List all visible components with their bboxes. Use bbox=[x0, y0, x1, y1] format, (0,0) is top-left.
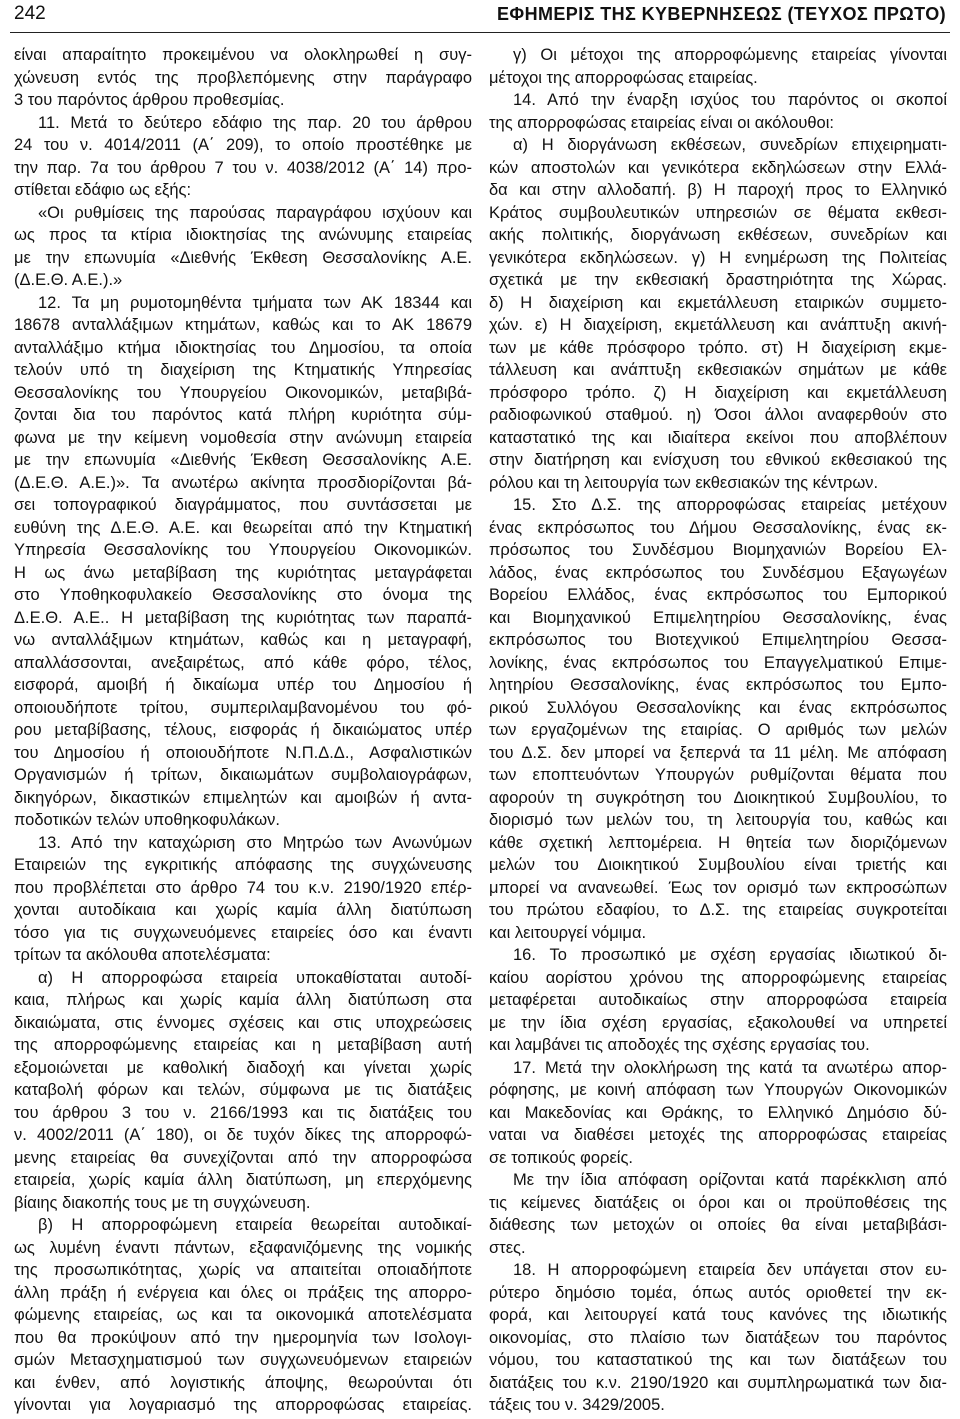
text-line: 15. Στο Δ.Σ. της απορροφώσας εταιρείας μετέχουν bbox=[513, 496, 947, 514]
text-line: δα και στην αλλοδαπή. β) Η παροχή προς το Ελληνικό bbox=[489, 181, 947, 199]
text-line: Θεσσαλονίκης του Υπουργείου Οικονομικών, μεταβιβά- bbox=[14, 383, 472, 402]
paragraph bbox=[489, 89, 947, 134]
paragraph bbox=[489, 944, 947, 1057]
text-line: με την επωνυμία «Διεθνής Έκθεση Θεσσαλονίκης Α.Ε. bbox=[14, 248, 472, 267]
text-line: φώμενης εταιρείας, ως και τα οικονομικά αποτελέσματα bbox=[14, 1306, 472, 1324]
text-line: εταιρεία, χωρίς καμία άλλη διατύπωση, μη επερχόμενης bbox=[14, 1171, 472, 1189]
text-line: απαλλάσσονται, ανεξαιρέτως, από κάθε φόρο, τέλος, bbox=[14, 653, 472, 672]
text-line: γ) Οι μέτοχοι της απορροφώμενης εταιρείας γίνονται bbox=[513, 46, 947, 64]
paragraph bbox=[14, 292, 472, 832]
text-line: κών αποστολών και γενικότερα εκδηλώσεων στην Ελλά- bbox=[489, 158, 947, 177]
text-line: Με την ίδια απόφαση ορίζονται κατά παρέκκλιση από bbox=[513, 1171, 947, 1189]
text-line: στο Υποθηκοφυλακείο Θεσσαλονίκης στο όνομα της bbox=[14, 586, 472, 604]
paragraph bbox=[14, 832, 472, 967]
text-line: και λαμβάνει τις αποδοχές της σχέσης εργασίας του. bbox=[489, 1036, 870, 1054]
text-line: χών. ε) Η διαχείριση, εκμετάλλευση και ανάπτυξη ακινή- bbox=[489, 316, 947, 334]
text-line: λάδος, ένας εκπρόσωπος του Συνδέσμου Εξαγωγέων bbox=[489, 563, 947, 582]
text-line: και Μακεδονίας και Θράκης, το Ελληνικό Δημόσιο δύ- bbox=[489, 1103, 947, 1122]
text-line: α) Η απορροφώσα εταιρεία υποκαθίσταται αυτοδί- bbox=[38, 968, 472, 987]
text-line: ρύτερο δημόσιο τομέα, όπως αυτός οριοθετεί την εκ- bbox=[489, 1283, 947, 1302]
text-line: τάλλευση και ανάπτυξη εκθεσιακών σημάτων με κάθε bbox=[489, 361, 947, 379]
text-line: φωνα με την κείμενη νομοθεσία στην ανώνυμη εταιρεία bbox=[14, 428, 472, 447]
text-line: την παρ. 7α του άρθρου 7 του ν. 4038/2012 (Α΄ 14) προ- bbox=[14, 158, 472, 177]
text-line: διάθεσης των μετοχών οι οποίες θα είναι μεταβιβάσι- bbox=[489, 1216, 947, 1234]
paragraph bbox=[489, 1169, 947, 1259]
text-line: λητηρίου Θεσσαλονίκης, ένας εκπρόσωπος του Εμπο- bbox=[489, 676, 947, 694]
text-line: νόμου, του καταστατικού της και των διατάξεων του bbox=[489, 1351, 947, 1369]
text-line: οικονομίας, στο πλαίσιο των διατάξεων του παρόντος bbox=[489, 1328, 947, 1347]
text-line: ρικού Συλλόγου Θεσσαλονίκης και ένας εκπρόσωπος bbox=[489, 698, 947, 717]
text-line: καταβολή φόρων και τελών, σύμφωνα με τις διατάξεις bbox=[14, 1081, 472, 1099]
text-line: του άρθρου 3 του ν. 2166/1993 και τις διατάξεις του bbox=[14, 1103, 472, 1122]
text-line: 16. Το προσωπικό με σχέση εργασίας ιδιωτικού δι- bbox=[513, 946, 947, 964]
text-line: στην διατήρηση και ενίσχυση του εθνικού εκθεσιακού της bbox=[489, 451, 947, 469]
text-line: νω ανταλλάξιμων κτημάτων, καθώς και η μεταγραφή, bbox=[14, 631, 472, 649]
text-line: Υπηρεσία Θεσσαλονίκης του Υπουργείου Οικονομικών. bbox=[14, 541, 472, 559]
text-line: 13. Από την καταχώριση στο Μητρώο των Ανωνύμων bbox=[38, 833, 472, 852]
text-line: σχετικά με την εκθεσιακή δραστηριότητα της Χώρας. bbox=[489, 271, 947, 289]
text-line: οποιουδήποτε τρίτου, συμπεριλαμβανομένου του φό- bbox=[14, 698, 472, 717]
text-line: της απορροφώσας εταιρείας είναι οι ακόλουθοι: bbox=[489, 113, 834, 132]
text-line: μπορεί να ανανεωθεί. Έως τον ορισμό των εκπροσώπων bbox=[489, 878, 947, 897]
right-column bbox=[489, 44, 947, 1417]
text-line: 12. Τα μη ρυμοτομηθέντα τμήματα των ΑΚ 18344 και bbox=[38, 293, 472, 312]
text-line: των εποπτευόντων Υπουργών ρυθμίζονται θέματα που bbox=[489, 766, 947, 784]
text-line: μελών του Διοικητικού Συμβουλίου είναι τριετής και bbox=[489, 856, 947, 874]
text-line: πρόσωπος του Συνδέσμου Βιομηχανιών Βορείου Ελ- bbox=[489, 541, 947, 559]
text-line: κάθε σχετική λεπτομέρεια. Η θητεία των διοριζόμενων bbox=[489, 833, 947, 852]
paragraph bbox=[14, 112, 472, 202]
text-line: (Δ.Ε.Θ. Α.Ε.)». Τα ανωτέρω ακίνητα προσδιορίζονται βά- bbox=[14, 473, 472, 492]
text-line: που προβλέπεται στο άρθρο 74 του κ.ν. 2190/1920 επέρ- bbox=[14, 878, 472, 897]
text-line: ρόφησης, με κοινή απόφαση των Υπουργών Οικονομικών bbox=[489, 1081, 947, 1099]
text-line: μεταφέρεται αυτοδικαίως στην απορροφώσα εταιρεία bbox=[489, 991, 947, 1009]
text-line: ως προς τα κτίρια ιδιοκτησίας της ανώνυμης εταιρείας bbox=[14, 226, 472, 244]
left-column bbox=[14, 44, 472, 1417]
text-line: και Βιομηχανικού Επιμελητηρίου Θεσσαλονίκης, ένας bbox=[489, 608, 947, 627]
text-line: και λειτουργεί νόμιμα. bbox=[489, 923, 647, 942]
text-line: ως λυμένη έναντι πάντων, εξαφανιζόμενης της νομικής bbox=[14, 1238, 472, 1257]
paragraph bbox=[489, 494, 947, 944]
text-line: 24 του ν. 4014/2011 (Α΄ 209), το οποίο προστέθηκε με bbox=[14, 136, 472, 154]
text-line: του Δ.Σ. δεν μπορεί να ξεπερνά τα 11 μέλη. Με απόφαση bbox=[489, 743, 947, 762]
text-line: τελούν υπό τη διαχείριση της Κτηματικής Υπηρεσίας bbox=[14, 361, 472, 379]
text-line: διατάξεις του κ.ν. 2190/1920 και συμπληρωματικά των δια- bbox=[489, 1373, 947, 1392]
text-line: των με κάθε πρόσφορο τρόπο. στ) Η διαχείριση εκμε- bbox=[489, 338, 947, 357]
page-number: 242 bbox=[14, 3, 46, 24]
text-line: ρόλου και τη λειτουργία των εκθεσιακών της κέντρων. bbox=[489, 473, 879, 492]
text-line: που θα προκύψουν από την ημερομηνία των Ισολογι- bbox=[14, 1328, 472, 1347]
text-line: σει τοπογραφικού διαγράμματος, που συντάσσεται με bbox=[14, 496, 472, 514]
text-line: Οργανισμών ή τρίτων, δικαιωμάτων συμβολαιογράφων, bbox=[14, 766, 472, 784]
text-line: ραδιοφωνικού σταθμού. η) Όσοι άλλοι αναφερθούν στο bbox=[489, 406, 947, 424]
text-line: τάξεις του ν. 3429/2005. bbox=[489, 1396, 665, 1414]
text-line: δικηγόρων, δικαστικών επιμελητών και αμοιβών ή αντα- bbox=[14, 788, 472, 807]
text-line: και ένθεν, από λογιστικής άποψης, θεωρούνται ότι bbox=[14, 1373, 472, 1392]
text-line: ακής πολιτικής, διοργάνωση εκθέσεων, συνεδρίων και bbox=[489, 226, 947, 244]
text-line: σμών Μετασχηματισμού των συγχωνευόμενων εταιρειών bbox=[14, 1351, 472, 1369]
header-rule bbox=[10, 32, 950, 33]
text-line: άλλη πράξη ή ενέργεια και όλες οι πράξεις της απορρο- bbox=[14, 1283, 472, 1302]
text-line: α) Η διοργάνωση εκθέσεων, συνεδρίων επιχειρηματι- bbox=[513, 136, 947, 154]
text-line: εξομοιώνεται με καθολική διαδοχή και γίνεται χωρίς bbox=[14, 1058, 472, 1077]
text-line: ποδοτικών τελών υποθηκοφυλάκων. bbox=[14, 811, 280, 829]
text-line: εκπρόσωπος του Βιοτεχνικού Επιμελητηρίου Θεσσα- bbox=[489, 631, 947, 649]
text-line: εισφορά, αμοιβή ή δικαίωμα υπέρ του Δημοσίου ή bbox=[14, 676, 472, 694]
text-line: δ) Η διαχείριση και εκμετάλλευση εταιρικών συμμετο- bbox=[489, 293, 947, 312]
text-line: β) Η απορροφώμενη εταιρεία θεωρείται αυτοδικαί- bbox=[38, 1216, 472, 1234]
text-line: ένας εκπρόσωπος του Δήμου Θεσσαλονίκης, ένας εκ- bbox=[489, 518, 947, 537]
text-line: 18678 ανταλλάξιμων κτημάτων, καθώς και το ΑΚ 18679 bbox=[14, 316, 472, 334]
paragraph bbox=[489, 1057, 947, 1170]
text-line: σε τοπικούς φορείς. bbox=[489, 1148, 634, 1167]
text-line: ανταλλάξιμο κτήμα ιδιοκτησίας του Δημοσίου, τα οποία bbox=[14, 338, 472, 357]
text-line: μέτοχοι της απορροφώσας εταιρείας. bbox=[489, 68, 758, 87]
text-line: καια, πλήρως και χωρίς καμία άλλη διατύπωση στα bbox=[14, 991, 472, 1009]
text-line: (Δ.Ε.Θ. Α.Ε.).» bbox=[14, 271, 123, 289]
paragraph bbox=[489, 1259, 947, 1417]
text-line: τρίτων τα ακόλουθα αποτελέσματα: bbox=[14, 946, 271, 964]
text-line: 11. Μετά το δεύτερο εδάφιο της παρ. 20 του άρθρου bbox=[38, 113, 472, 132]
text-line: τις κείμενες διατάξεις οι όροι και οι προϋποθέσεις της bbox=[489, 1193, 947, 1212]
text-line: ν. 4002/2011 (Α΄ 180), οι δε τυχόν δίκες της απορροφώ- bbox=[14, 1126, 472, 1144]
text-line: καταστατικό της και ιδιαίτερα εκείνοι που αποβλέπουν bbox=[489, 428, 947, 447]
gazette-title: ΕΦΗΜΕΡΙΣ ΤΗΣ ΚΥΒΕΡΝΗΣΕΩΣ (ΤΕΥΧΟΣ ΠΡΩΤΟ) bbox=[497, 4, 946, 24]
text-line: των εργαζομένων της εταιρίας. Ο αριθμός των μελών bbox=[489, 721, 947, 739]
paragraph bbox=[14, 202, 472, 292]
text-line: με την ίδια σχέση εργασίας, εξακολουθεί να υπηρετεί bbox=[489, 1013, 947, 1032]
text-line: της προσωπικότητας, χωρίς να απαιτείται οποιαδήποτε bbox=[14, 1261, 472, 1279]
text-line: με την επωνυμία «Διεθνής Έκθεση Θεσσαλονίκης Α.Ε. bbox=[14, 451, 472, 469]
text-line: δικαιώματα, στις έννομες σχέσεις και στις υποχρεώσεις bbox=[14, 1013, 472, 1032]
text-line: διορισμό των μελών του, τη λειτουργία του, καθώς και bbox=[489, 811, 947, 829]
text-line: Η ως άνω μεταβίβαση της κυριότητας μεταγράφεται bbox=[14, 563, 472, 582]
text-line: χώνευση εντός της προβλεπόμενης στην παράγραφο bbox=[14, 68, 472, 87]
text-line: γίνονται για λογαριασμό της απορροφώσας εταιρείας. bbox=[14, 1396, 472, 1414]
text-line: 17. Μετά την ολοκλήρωση της κατά τα ανωτέρω απορ- bbox=[513, 1058, 947, 1077]
paragraph bbox=[489, 44, 947, 89]
text-line: της απορροφώμενης εταιρείας και η μεταβίβαση αυτή bbox=[14, 1036, 472, 1054]
text-line: ρου μεταβίβασης, τέλους, εισφοράς ή δικαιώματος υπέρ bbox=[14, 721, 472, 739]
text-line: μενης εταιρείας θα συνεχίζονται από την απορροφώσα bbox=[14, 1148, 472, 1167]
text-line: ευθύνη της Δ.Ε.Θ. Α.Ε. και θεωρείται από την Κτηματική bbox=[14, 518, 472, 537]
paragraph bbox=[14, 44, 472, 112]
text-line: χονται αυτοδίκαια και χωρίς καμία άλλη διατύπωση bbox=[14, 901, 472, 919]
text-line: είναι απαραίτητο προκειμένου να ολοκληρωθεί η συγ- bbox=[14, 46, 472, 64]
text-line: ναται να διαθέσει μετοχές της απορροφώσας εταιρείας bbox=[489, 1126, 947, 1144]
text-line: «Οι ρυθμίσεις της παρούσας παραγράφου ισχύουν και bbox=[38, 203, 472, 222]
text-line: αφορούν τη συγκρότηση του Διοικητικού Συμβουλίου, το bbox=[489, 788, 947, 807]
text-line: του Δημοσίου ή οποιουδήποτε Ν.Π.Δ.Δ., Ασφαλιστικών bbox=[14, 743, 472, 762]
text-line: 3 του παρόντος άρθρου προθεσμίας. bbox=[14, 91, 285, 109]
text-line: 14. Από την έναρξη ισχύος του παρόντος οι σκοποί bbox=[513, 91, 947, 109]
text-line: καίου αορίστου χρόνου της απορροφώμενης εταιρείας bbox=[489, 968, 947, 987]
text-line: πρόσφορο τρόπο. ζ) Η διαχείριση και εκμετάλλευση bbox=[489, 383, 947, 402]
text-line: Βορείου Ελλάδος, ένας εκπρόσωπος του Εμπορικού bbox=[489, 586, 947, 604]
text-line: φορά, και λειτουργεί κατά τους κανόνες της ιδιωτικής bbox=[489, 1306, 947, 1324]
text-line: τόσο για τις συγχωνευόμενες εταιρείες όσο και έναντι bbox=[14, 923, 472, 942]
text-line: του πρώτου εδαφίου, το Δ.Σ. της εταιρείας συγκροτείται bbox=[489, 901, 947, 919]
paragraph bbox=[14, 1214, 472, 1417]
text-line: στες. bbox=[489, 1238, 526, 1257]
text-line: Εταιρειών της εγκριτικής απόφασης της συγχώνευσης bbox=[14, 856, 472, 874]
text-line: γενικότερα εκδηλώσεων. γ) Η ενημέρωση της Πολιτείας bbox=[489, 248, 947, 267]
text-line: Κράτος συμβουλευτικών υπηρεσιών σε θέματα εκθεσι- bbox=[489, 203, 947, 222]
paragraph bbox=[14, 967, 472, 1215]
text-line: ζονται δια του παρόντος κατά πλήρη κυριότητα σύμ- bbox=[14, 406, 472, 424]
text-line: λονίκης, ένας εκπρόσωπος του Επαγγελματικού Επιμε- bbox=[489, 653, 947, 672]
text-line: Δ.Ε.Θ. Α.Ε.. Η μεταβίβαση της κυριότητας των παραπά- bbox=[14, 608, 472, 627]
text-line: βίαιης διακοπής τους με τη συγχώνευση. bbox=[14, 1193, 311, 1212]
text-line: 18. Η απορροφώμενη εταιρεία δεν υπάγεται στον ευ- bbox=[513, 1261, 947, 1279]
paragraph bbox=[489, 134, 947, 494]
text-line: στίθεται εδάφιο ως εξής: bbox=[14, 181, 192, 199]
